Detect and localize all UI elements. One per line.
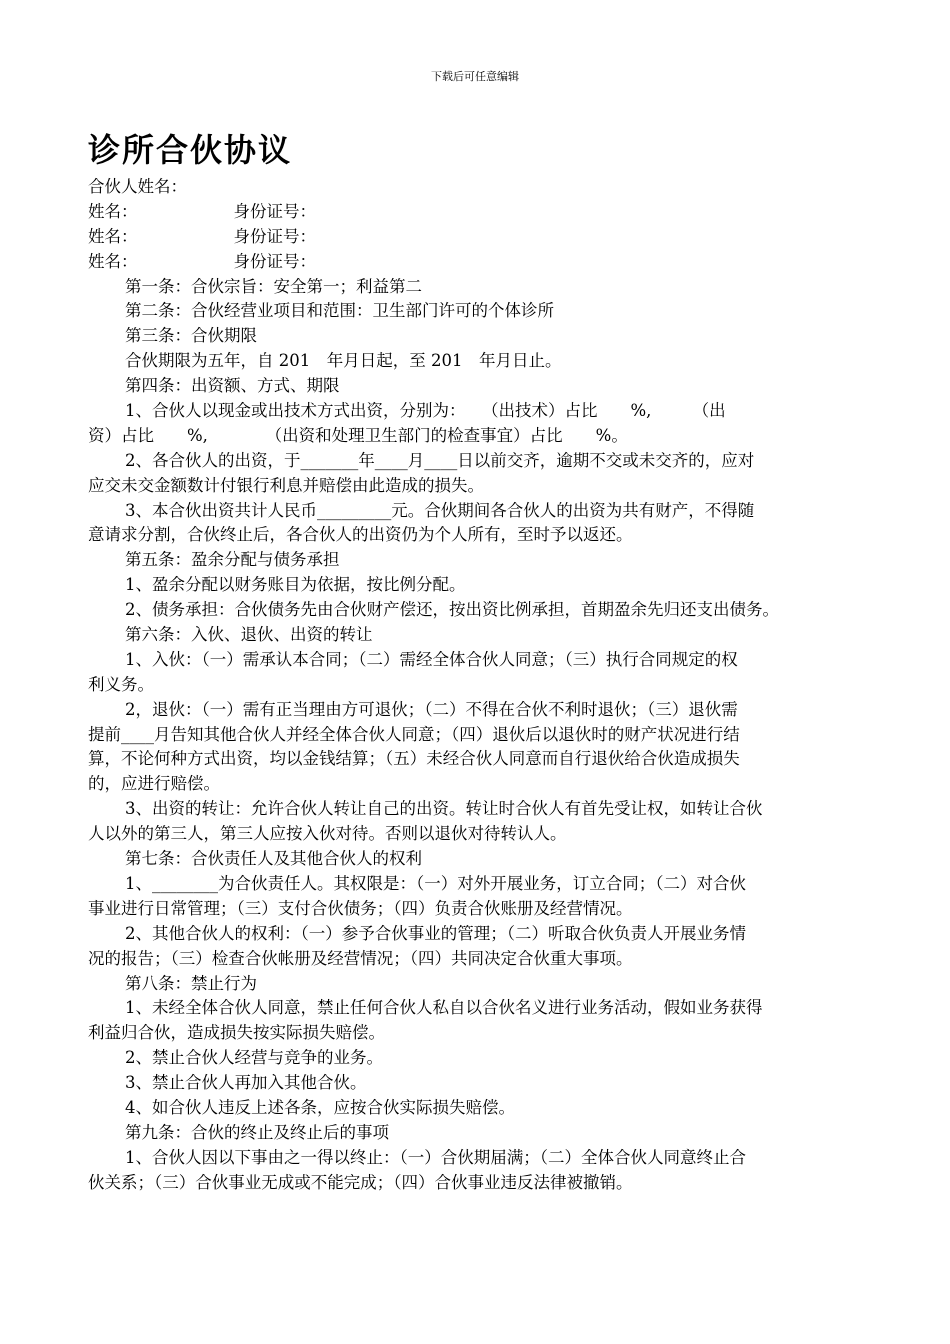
text-line	[88, 573, 863, 598]
text-line	[88, 1046, 863, 1071]
text-line	[88, 598, 863, 623]
text-line	[88, 374, 863, 399]
line-label: 身份证号：	[233, 201, 316, 221]
text-line	[88, 275, 863, 300]
text-line	[88, 972, 863, 997]
line-text: 第五条：盈余分配与债务承担	[125, 550, 340, 570]
line-text: 3、出资的转让：允许合伙人转让自己的出资。转让时合伙人有首先受让权，如转让合伙	[125, 799, 763, 819]
line-text: 第四条：出资额、方式、期限	[125, 376, 340, 396]
text-line	[88, 1171, 863, 1196]
text-line	[88, 424, 863, 449]
text-line	[88, 349, 863, 374]
text-line	[88, 1121, 863, 1146]
text-line	[88, 324, 863, 349]
text-line	[88, 772, 863, 797]
text-line	[88, 947, 863, 972]
document-title: 诊所合伙协议	[88, 131, 293, 169]
line-text: 2、各合伙人的出资，于_______年____月____日以前交齐，逾期不交或未交齐的，应对	[125, 450, 755, 470]
text-line	[88, 449, 863, 474]
line-text: 4、如合伙人违反上述各条，应按合伙实际损失赔偿。	[125, 1097, 515, 1117]
line-text: 合伙期限为五年，自 201 年月日起，至 201 年月日止。	[125, 351, 562, 371]
line-label: 身份证号：	[233, 226, 316, 246]
text-line	[88, 698, 863, 723]
line-text: 3、禁止合伙人再加入其他合伙。	[125, 1073, 367, 1093]
line-text: 利益归合伙，造成损失按实际损失赔偿。	[88, 1023, 385, 1043]
text-line	[88, 723, 863, 748]
text-line	[88, 523, 863, 548]
text-line	[88, 847, 863, 872]
text-line	[88, 673, 863, 698]
line-label: 身份证号：	[233, 251, 316, 271]
text-line	[88, 623, 863, 648]
line-text: 第七条：合伙责任人及其他合伙人的权利	[125, 849, 422, 869]
text-line	[88, 1071, 863, 1096]
line-text: 应交未交金额数计付银行利息并赔偿由此造成的损失。	[88, 475, 484, 495]
line-text: 人以外的第三人，第三人应按入伙对待。否则以退伙对待转认人。	[88, 824, 567, 844]
text-line	[88, 747, 863, 772]
text-line	[88, 922, 863, 947]
text-line	[88, 548, 863, 573]
line-text: 提前____月告知其他合伙人并经全体合伙人同意；（四）退伙后以退伙时的财产状况进行结	[88, 724, 740, 744]
text-line	[88, 822, 863, 847]
text-line	[88, 399, 863, 424]
line-text: 算，不论何种方式出资，均以金钱结算；（五）未经合伙人同意而自行退伙给合伙造成损失	[88, 749, 740, 769]
line-text: 的，应进行赔偿。	[88, 774, 220, 794]
line-text: 姓名：	[88, 226, 138, 246]
line-text: 2，退伙：（一）需有正当理由方可退伙；（二）不得在合伙不利时退伙；（三）退伙需	[125, 699, 738, 719]
line-text: 2、禁止合伙人经营与竞争的业务。	[125, 1048, 383, 1068]
line-text: 事业进行日常管理；（三）支付合伙债务；（四）负责合伙账册及经营情况。	[88, 898, 633, 918]
line-text: 利义务。	[88, 674, 154, 694]
line-text: 1、未经全体合伙人同意，禁止任何合伙人私自以合伙名义进行业务活动，假如业务获得	[125, 998, 763, 1018]
line-text: 1、合伙人以现金或出技术方式出资，分别为： （出技术）占比 %, （出	[125, 401, 726, 421]
line-text: 2、债务承担：合伙债务先由合伙财产偿还，按出资比例承担，首期盈余先归还支出债务。	[125, 600, 779, 620]
line-text: 第九条：合伙的终止及终止后的事项	[125, 1122, 389, 1142]
line-text: 资）占比 %, （出资和处理卫生部门的检查事宜）占比 %。	[88, 425, 628, 445]
header-note: 下载后可任意编辑	[431, 70, 519, 83]
line-text: 第二条：合伙经营业项目和范围：卫生部门许可的个体诊所	[125, 301, 554, 321]
text-line	[88, 897, 863, 922]
text-line	[88, 1096, 863, 1121]
line-text: 意请求分割，合伙终止后，各合伙人的出资仍为个人所有，至时予以返还。	[88, 525, 633, 545]
line-text: 第一条：合伙宗旨：安全第一；利益第二	[125, 276, 422, 296]
text-line	[88, 250, 863, 275]
text-line	[88, 872, 863, 897]
line-text: 第三条：合伙期限	[125, 326, 257, 346]
line-text: 第六条：入伙、退伙、出资的转让	[125, 625, 373, 645]
text-line	[88, 499, 863, 524]
line-text: 2、其他合伙人的权利：（一）参予合伙事业的管理；（二）听取合伙负责人开展业务情	[125, 923, 746, 943]
line-text: 1、盈余分配以财务账目为依据，按比例分配。	[125, 575, 466, 595]
text-line	[88, 1146, 863, 1171]
line-text: 第八条：禁止行为	[125, 973, 257, 993]
text-line	[88, 797, 863, 822]
line-text: 3、本合伙出资共计人民币_________元。合伙期间各合伙人的出资为共有财产，不得随	[125, 500, 755, 520]
text-line	[88, 200, 863, 225]
text-line	[88, 648, 863, 673]
text-line	[88, 299, 863, 324]
line-text: 姓名：	[88, 201, 138, 221]
line-text: 1、入伙：（一）需承认本合同；（二）需经全体合伙人同意；（三）执行合同规定的权	[125, 649, 738, 669]
line-text: 况的报告；（三）检查合伙帐册及经营情况；（四）共同决定合伙重大事项。	[88, 948, 633, 968]
text-line	[88, 474, 863, 499]
line-text: 姓名：	[88, 251, 138, 271]
text-line	[88, 996, 863, 1021]
line-text: 合伙人姓名：	[88, 177, 187, 196]
text-line	[88, 1021, 863, 1046]
text-line	[88, 175, 863, 200]
text-line	[88, 225, 863, 250]
line-text: 1、合伙人因以下事由之一得以终止：（一）合伙期届满；（二）全体合伙人同意终止合	[125, 1147, 746, 1167]
document-body	[88, 175, 863, 1196]
line-text: 伙关系；（三）合伙事业无成或不能完成；（四）合伙事业违反法律被撤销。	[88, 1172, 633, 1192]
line-text: 1、________为合伙责任人。其权限是：（一）对外开展业务，订立合同；（二）对合伙	[125, 873, 746, 893]
